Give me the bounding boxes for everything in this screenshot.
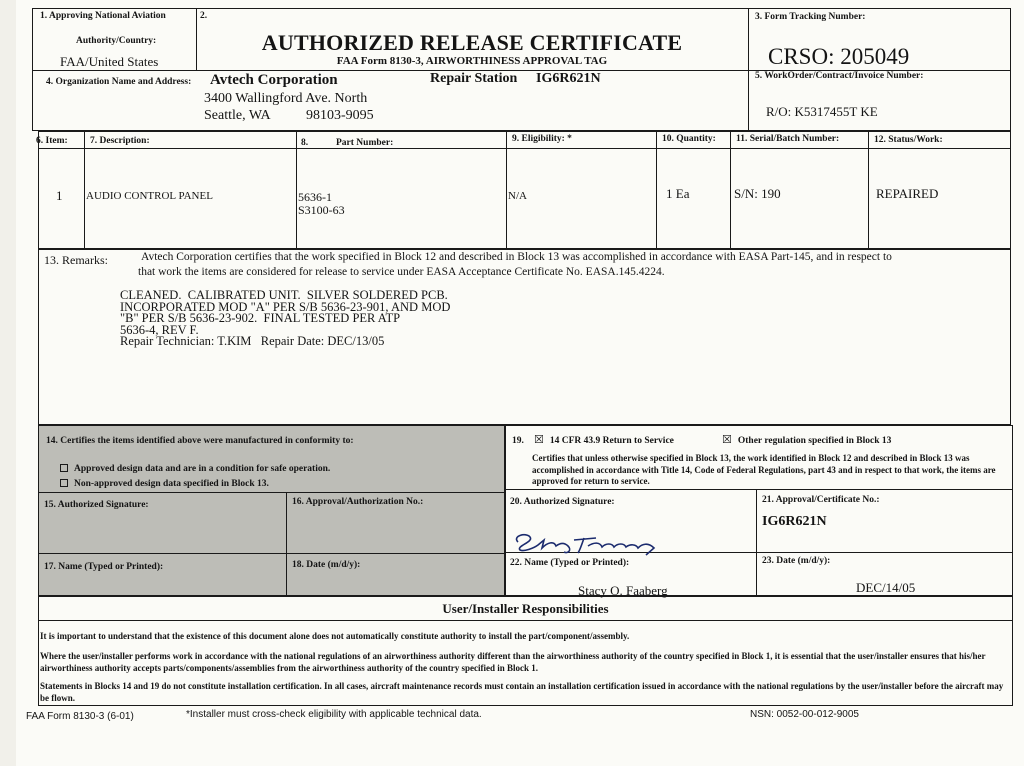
certificate-page bbox=[16, 0, 1024, 766]
item-quantity: 1 Ea bbox=[666, 186, 690, 201]
organization-city: Seattle, WA bbox=[204, 108, 271, 123]
block19-label: 19. bbox=[512, 436, 524, 446]
responsibilities-p1: It is important to understand that the existence of this document alone does not automatically constitute authority to install the part/component/assembly. bbox=[40, 631, 630, 641]
approval-certificate-number: IG6R621N bbox=[762, 514, 827, 529]
item-serial: S/N: 190 bbox=[734, 186, 781, 201]
col-header-status: 12. Status/Work: bbox=[874, 135, 943, 145]
organization-name: Avtech Corporation bbox=[210, 72, 338, 88]
remarks-line-1: Avtech Corporation certifies that the work specified in Block 12 and described in Block 13 was accomplished in accordance with EASA Part-145, and in respect to bbox=[141, 251, 892, 263]
block14-option-nonapproved bbox=[60, 479, 269, 489]
form-title: AUTHORIZED RELEASE CERTIFICATE bbox=[261, 30, 683, 55]
block2-label: 2. bbox=[200, 11, 208, 21]
block14-option-approved bbox=[60, 464, 330, 474]
part-number-1: 5636-1 bbox=[298, 190, 332, 204]
responsibilities-title: User/Installer Responsibilities bbox=[442, 601, 609, 616]
col-header-eligibility: 9. Eligibility: * bbox=[512, 134, 572, 144]
block17-label: 17. Name (Typed or Printed): bbox=[44, 562, 164, 572]
item-number: 1 bbox=[56, 188, 63, 203]
block19-option-other bbox=[722, 433, 892, 447]
organization-zip: 98103-9095 bbox=[306, 108, 374, 123]
block16-label: 16. Approval/Authorization No.: bbox=[292, 497, 424, 507]
responsibilities-p2: Where the user/installer performs work in accordance with the national regulations of an airworthiness authority different than the airworthiness authority of the country specified in Block 1, it is essential that the user/installer ensures that his/her airworthiness authority accepts parts/components/assemblies from the airworthiness authority of the country specified in Block 1. bbox=[40, 651, 986, 673]
block23-label: 23. Date (m/d/y): bbox=[762, 556, 831, 566]
signer-name: Stacy O. Faaberg bbox=[578, 583, 668, 598]
authorized-signature bbox=[508, 526, 658, 556]
block20-label: 20. Authorized Signature: bbox=[510, 497, 615, 507]
block19-option-cfr bbox=[534, 433, 674, 447]
item-description: AUDIO CONTROL PANEL bbox=[86, 190, 213, 202]
block4-label: 4. Organization Name and Address: bbox=[46, 77, 192, 87]
approved-design-checkbox[interactable] bbox=[60, 464, 68, 472]
block1-label-a: 1. Approving National Aviation bbox=[40, 11, 166, 21]
nonapproved-design-label: Non-approved design data specified in Block 13. bbox=[74, 479, 269, 489]
block19-23 bbox=[505, 425, 1013, 596]
signature-date: DEC/14/05 bbox=[856, 580, 916, 595]
cfr-return-label: 14 CFR 43.9 Return to Service bbox=[549, 436, 674, 446]
block19-text: Certifies that unless otherwise specified in Block 13, the work identified in Block 12 and described in Block 13 was accomplished in accordance with Title 14, Code of Federal Regulations, part 43 and in respect to that work, the items are approved for return to service. bbox=[532, 453, 996, 486]
col-header-item: 6. Item: bbox=[36, 136, 68, 146]
col-header-part-number: Part Number: bbox=[336, 138, 394, 148]
block18-label: 18. Date (m/d/y): bbox=[292, 560, 361, 570]
block1-label-b: Authority/Country: bbox=[76, 36, 157, 46]
responsibilities-p3: Statements in Blocks 14 and 19 do not constitute installation certification. In all cases, aircraft maintenance records must contain an installation certification issued in accordance with the national regulations by the user/installer before the aircraft may be flown. bbox=[40, 681, 1004, 703]
nonapproved-design-checkbox[interactable] bbox=[60, 479, 68, 487]
block5-label: 5. WorkOrder/Contract/Invoice Number: bbox=[755, 71, 924, 81]
block21-label: 21. Approval/Certificate No.: bbox=[762, 495, 880, 505]
repair-station-label: Repair Station bbox=[430, 71, 518, 86]
organization-address: 3400 Wallingford Ave. North bbox=[204, 91, 368, 106]
block15-label: 15. Authorized Signature: bbox=[44, 500, 149, 510]
col-header-description: 7. Description: bbox=[90, 136, 150, 146]
workorder-number: R/O: K5317455T KE bbox=[766, 104, 878, 119]
col-header-serial: 11. Serial/Batch Number: bbox=[736, 134, 840, 144]
tracking-number: CRSO: 205049 bbox=[768, 44, 910, 69]
block22-label: 22. Name (Typed or Printed): bbox=[510, 558, 630, 568]
cfr-return-checkbox[interactable]: ☒ bbox=[534, 433, 544, 447]
col-header-quantity: 10. Quantity: bbox=[662, 134, 716, 144]
item-status: REPAIRED bbox=[876, 186, 939, 201]
col-header-8: 8. bbox=[301, 138, 309, 148]
block3-label: 3. Form Tracking Number: bbox=[755, 12, 866, 22]
part-number-2: S3100-63 bbox=[298, 203, 345, 217]
item-eligibility: N/A bbox=[508, 190, 527, 202]
nsn-number: NSN: 0052-00-012-9005 bbox=[750, 709, 859, 720]
eligibility-note: *Installer must cross-check eligibility with applicable technical data. bbox=[186, 709, 482, 720]
approved-design-label: Approved design data and are in a condition for safe operation. bbox=[74, 464, 331, 474]
authority-country: FAA/United States bbox=[60, 54, 159, 69]
other-regulation-label: Other regulation specified in Block 13 bbox=[737, 436, 892, 446]
repair-station-number: IG6R621N bbox=[536, 71, 601, 86]
remarks-body: CLEANED. CALIBRATED UNIT. SILVER SOLDERED PCB. INCORPORATED MOD "A" PER S/B 5636-23-901, AND MOD "B" PER S/B 5636-23-902. FINAL TESTED PER ATP 5636-4, REV F. Repair Technician: T.KIM Repair Date: DEC/13/05 bbox=[120, 288, 451, 348]
block14-label: 14. Certifies the items identified above were manufactured in conformity to: bbox=[46, 436, 354, 446]
remarks-line-2: that work the items are considered for release to service under EASA Acceptance Certificate No. EASA.145.4224. bbox=[138, 266, 665, 278]
remarks-label: 13. Remarks: bbox=[44, 253, 108, 267]
other-regulation-checkbox[interactable]: ☒ bbox=[722, 433, 732, 447]
form-subtitle: FAA Form 8130-3, AIRWORTHINESS APPROVAL TAG bbox=[336, 55, 608, 67]
form-number: FAA Form 8130-3 (6-01) bbox=[26, 711, 134, 722]
